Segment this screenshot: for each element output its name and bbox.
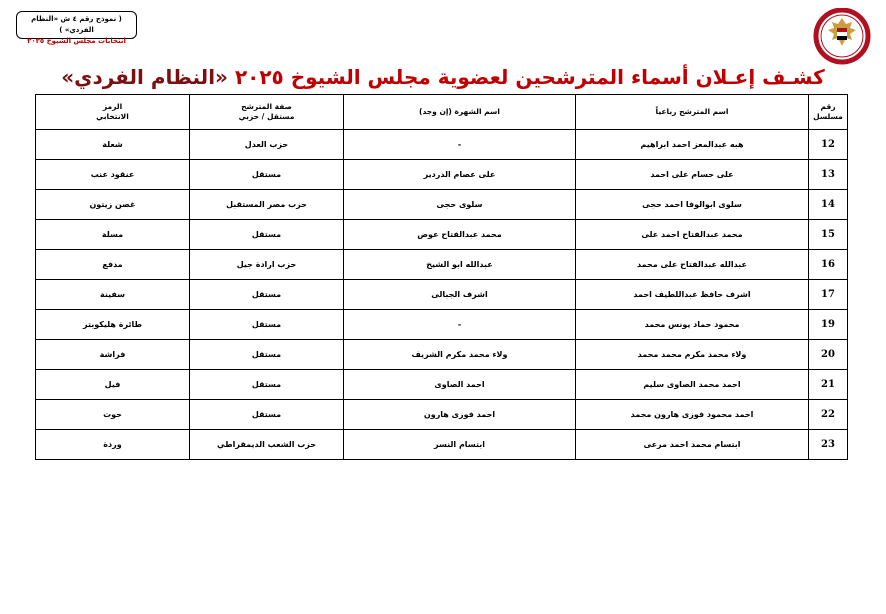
cell-status: مستقل: [190, 340, 344, 370]
cell-symbol: فيل: [36, 370, 190, 400]
form-election-label: انتخابات مجلس الشيوخ ٢٠٢٥: [27, 37, 126, 45]
cell-fame: -: [344, 310, 576, 340]
cell-name: سلوى ابوالوفا احمد حجى: [576, 190, 809, 220]
cell-fame: -: [344, 130, 576, 160]
cell-serial: 14: [809, 190, 848, 220]
cell-symbol: شعلة: [36, 130, 190, 160]
cell-fame: اشرف الجبالى: [344, 280, 576, 310]
cell-symbol: مدفع: [36, 250, 190, 280]
table-row: [36, 430, 848, 460]
cell-status: حزب العدل: [190, 130, 344, 160]
cell-name: محمد عبدالفتاح احمد على: [576, 220, 809, 250]
table-row: [36, 400, 848, 430]
cell-name: محمود حماد يونس محمد: [576, 310, 809, 340]
header-fame: اسم الشهرة (إن وجد): [344, 95, 576, 130]
cell-fame: سلوى حجى: [344, 190, 576, 220]
cell-symbol: مسلة: [36, 220, 190, 250]
form-number-label: ( نموذج رقم ٤ ش «النظام الفردي» ): [31, 15, 122, 34]
candidates-table: [35, 94, 848, 460]
cell-symbol: سفينة: [36, 280, 190, 310]
cell-name: اشرف حافظ عبداللطيف احمد: [576, 280, 809, 310]
cell-symbol: عنقود عنب: [36, 160, 190, 190]
cell-name: احمد محمد الصاوى سليم: [576, 370, 809, 400]
table-row: [36, 130, 848, 160]
table-row: [36, 340, 848, 370]
cell-symbol: حوت: [36, 400, 190, 430]
table-row: [36, 250, 848, 280]
cell-name: احمد محمود فوزى هارون محمد: [576, 400, 809, 430]
cell-status: مستقل: [190, 400, 344, 430]
cell-serial: 23: [809, 430, 848, 460]
cell-serial: 17: [809, 280, 848, 310]
cell-symbol: فراشة: [36, 340, 190, 370]
cell-symbol: طائرة هليكوبتر: [36, 310, 190, 340]
cell-status: مستقل: [190, 160, 344, 190]
cell-serial: 21: [809, 370, 848, 400]
cell-name: هبه عبدالمعز احمد ابراهيم: [576, 130, 809, 160]
cell-serial: 15: [809, 220, 848, 250]
cell-symbol: وردة: [36, 430, 190, 460]
cell-status: حزب ارادة جيل: [190, 250, 344, 280]
page-title: [0, 62, 886, 92]
title-system: «النظام الفردي»: [61, 65, 228, 89]
cell-fame: احمد فوزى هارون: [344, 400, 576, 430]
table-row: [36, 280, 848, 310]
cell-status: مستقل: [190, 310, 344, 340]
cell-status: حزب الشعب الديمقراطي: [190, 430, 344, 460]
cell-fame: احمد الصاوى: [344, 370, 576, 400]
cell-name: ولاء محمد مكرم محمد محمد: [576, 340, 809, 370]
cell-status: مستقل: [190, 220, 344, 250]
cell-serial: 19: [809, 310, 848, 340]
cell-fame: محمد عبدالفتاح عوض: [344, 220, 576, 250]
cell-serial: 20: [809, 340, 848, 370]
cell-status: حزب مصر المستقبل: [190, 190, 344, 220]
cell-serial: 12: [809, 130, 848, 160]
cell-fame: على عصام الدردير: [344, 160, 576, 190]
form-number-box: [16, 11, 137, 45]
table-row: [36, 220, 848, 250]
header-name: اسم المترشح رباعياً: [576, 95, 809, 130]
title-main: كشـف إعـلان أسماء المترشحين لعضوية مجلس الشيوخ ٢٠٢٥: [234, 65, 825, 89]
table-row: [36, 370, 848, 400]
egypt-eagle-emblem-icon: [808, 8, 876, 68]
header-serial: رقم مسلسل: [809, 95, 848, 130]
table-row: [36, 190, 848, 220]
cell-name: ابتسام محمد احمد مرعى: [576, 430, 809, 460]
table-row: [36, 160, 848, 190]
cell-serial: 16: [809, 250, 848, 280]
table-header-row: [36, 95, 848, 130]
cell-status: مستقل: [190, 370, 344, 400]
cell-fame: عبدالله ابو الشيخ: [344, 250, 576, 280]
cell-symbol: غصن زيتون: [36, 190, 190, 220]
cell-fame: ولاء محمد مكرم الشريف: [344, 340, 576, 370]
header-status: صفة المترشح مستقل / حزبي: [190, 95, 344, 130]
cell-name: على حسام على احمد: [576, 160, 809, 190]
cell-status: مستقل: [190, 280, 344, 310]
cell-serial: 22: [809, 400, 848, 430]
cell-fame: ابتسام النسر: [344, 430, 576, 460]
cell-name: عبدالله عبدالفتاح على محمد: [576, 250, 809, 280]
table-row: [36, 310, 848, 340]
cell-serial: 13: [809, 160, 848, 190]
header-symbol: الرمز الانتخابي: [36, 95, 190, 130]
